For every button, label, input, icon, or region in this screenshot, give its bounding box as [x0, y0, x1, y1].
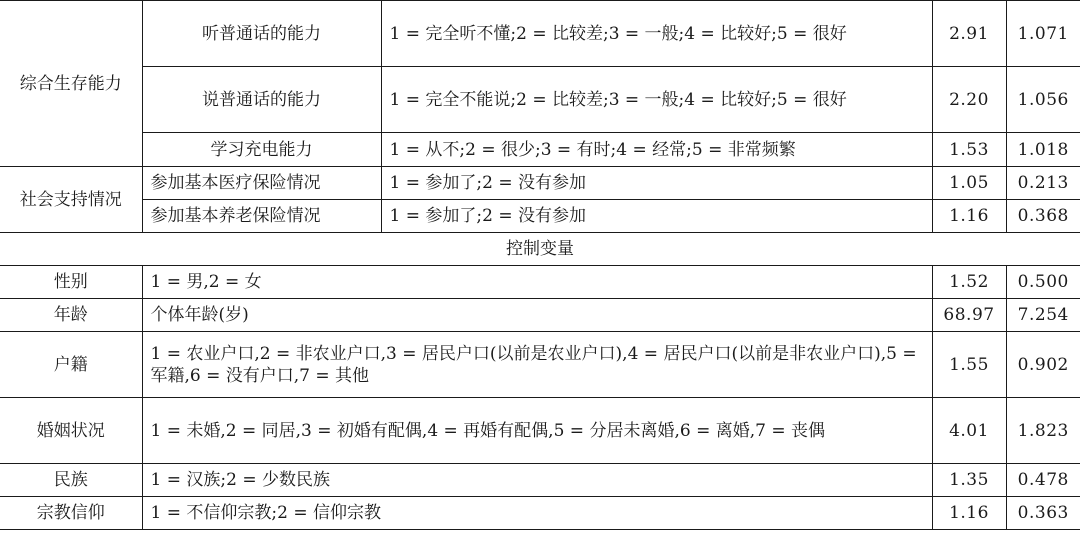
sd-cell: 1.071	[1006, 1, 1080, 67]
definition-cell: 1 = 不信仰宗教;2 = 信仰宗教	[142, 497, 932, 530]
variable-name-cell: 性别	[0, 266, 142, 299]
section-row	[0, 233, 1080, 266]
variable-name-cell: 婚姻状况	[0, 398, 142, 464]
definition-cell: 1 = 未婚,2 = 同居,3 = 初婚有配偶,4 = 再婚有配偶,5 = 分居未离婚,6 = 离婚,7 = 丧偶	[142, 398, 932, 464]
definition-cell: 1 = 农业户口,2 = 非农业户口,3 = 居民户口(以前是农业户口),4 = 居民户口(以前是非农业户口),5 = 军籍,6 = 没有户口,7 = 其他	[142, 332, 932, 398]
variable-name-cell: 参加基本医疗保险情况	[142, 167, 381, 200]
table-row	[0, 497, 1080, 530]
mean-cell: 1.16	[932, 200, 1006, 233]
sd-cell: 0.213	[1006, 167, 1080, 200]
sd-cell: 0.363	[1006, 497, 1080, 530]
table-row	[0, 133, 1080, 167]
definition-cell: 个体年龄(岁)	[142, 299, 932, 332]
variable-name-cell: 参加基本养老保险情况	[142, 200, 381, 233]
sd-cell: 0.368	[1006, 200, 1080, 233]
mean-cell: 1.55	[932, 332, 1006, 398]
variable-name-cell: 年龄	[0, 299, 142, 332]
mean-cell: 1.53	[932, 133, 1006, 167]
sd-cell: 0.902	[1006, 332, 1080, 398]
sd-cell: 0.500	[1006, 266, 1080, 299]
mean-cell: 1.16	[932, 497, 1006, 530]
definition-cell: 1 = 完全听不懂;2 = 比较差;3 = 一般;4 = 比较好;5 = 很好	[381, 1, 932, 67]
table-row	[0, 299, 1080, 332]
definition-cell: 1 = 男,2 = 女	[142, 266, 932, 299]
section-title: 控制变量	[0, 233, 1080, 266]
variable-name-cell: 宗教信仰	[0, 497, 142, 530]
definition-cell: 1 = 从不;2 = 很少;3 = 有时;4 = 经常;5 = 非常频繁	[381, 133, 932, 167]
sd-cell: 7.254	[1006, 299, 1080, 332]
definition-cell: 1 = 参加了;2 = 没有参加	[381, 167, 932, 200]
sd-cell: 1.823	[1006, 398, 1080, 464]
mean-cell: 4.01	[932, 398, 1006, 464]
table-row	[0, 398, 1080, 464]
definition-cell: 1 = 参加了;2 = 没有参加	[381, 200, 932, 233]
variable-name-cell: 户籍	[0, 332, 142, 398]
sd-cell: 0.478	[1006, 464, 1080, 497]
variable-name-cell: 民族	[0, 464, 142, 497]
mean-cell: 2.20	[932, 67, 1006, 133]
variable-name-cell: 学习充电能力	[142, 133, 381, 167]
variable-name-cell: 听普通话的能力	[142, 1, 381, 67]
category-cell: 社会支持情况	[0, 167, 142, 233]
definition-cell: 1 = 完全不能说;2 = 比较差;3 = 一般;4 = 比较好;5 = 很好	[381, 67, 932, 133]
mean-cell: 1.05	[932, 167, 1006, 200]
definition-cell: 1 = 汉族;2 = 少数民族	[142, 464, 932, 497]
table-row	[0, 332, 1080, 398]
table-row	[0, 266, 1080, 299]
table-row	[0, 200, 1080, 233]
mean-cell: 2.91	[932, 1, 1006, 67]
mean-cell: 1.52	[932, 266, 1006, 299]
table-row	[0, 1, 1080, 67]
table-row	[0, 67, 1080, 133]
table-row	[0, 464, 1080, 497]
category-cell: 综合生存能力	[0, 1, 142, 167]
variable-name-cell: 说普通话的能力	[142, 67, 381, 133]
mean-cell: 1.35	[932, 464, 1006, 497]
table-row	[0, 167, 1080, 200]
sd-cell: 1.056	[1006, 67, 1080, 133]
sd-cell: 1.018	[1006, 133, 1080, 167]
mean-cell: 68.97	[932, 299, 1006, 332]
